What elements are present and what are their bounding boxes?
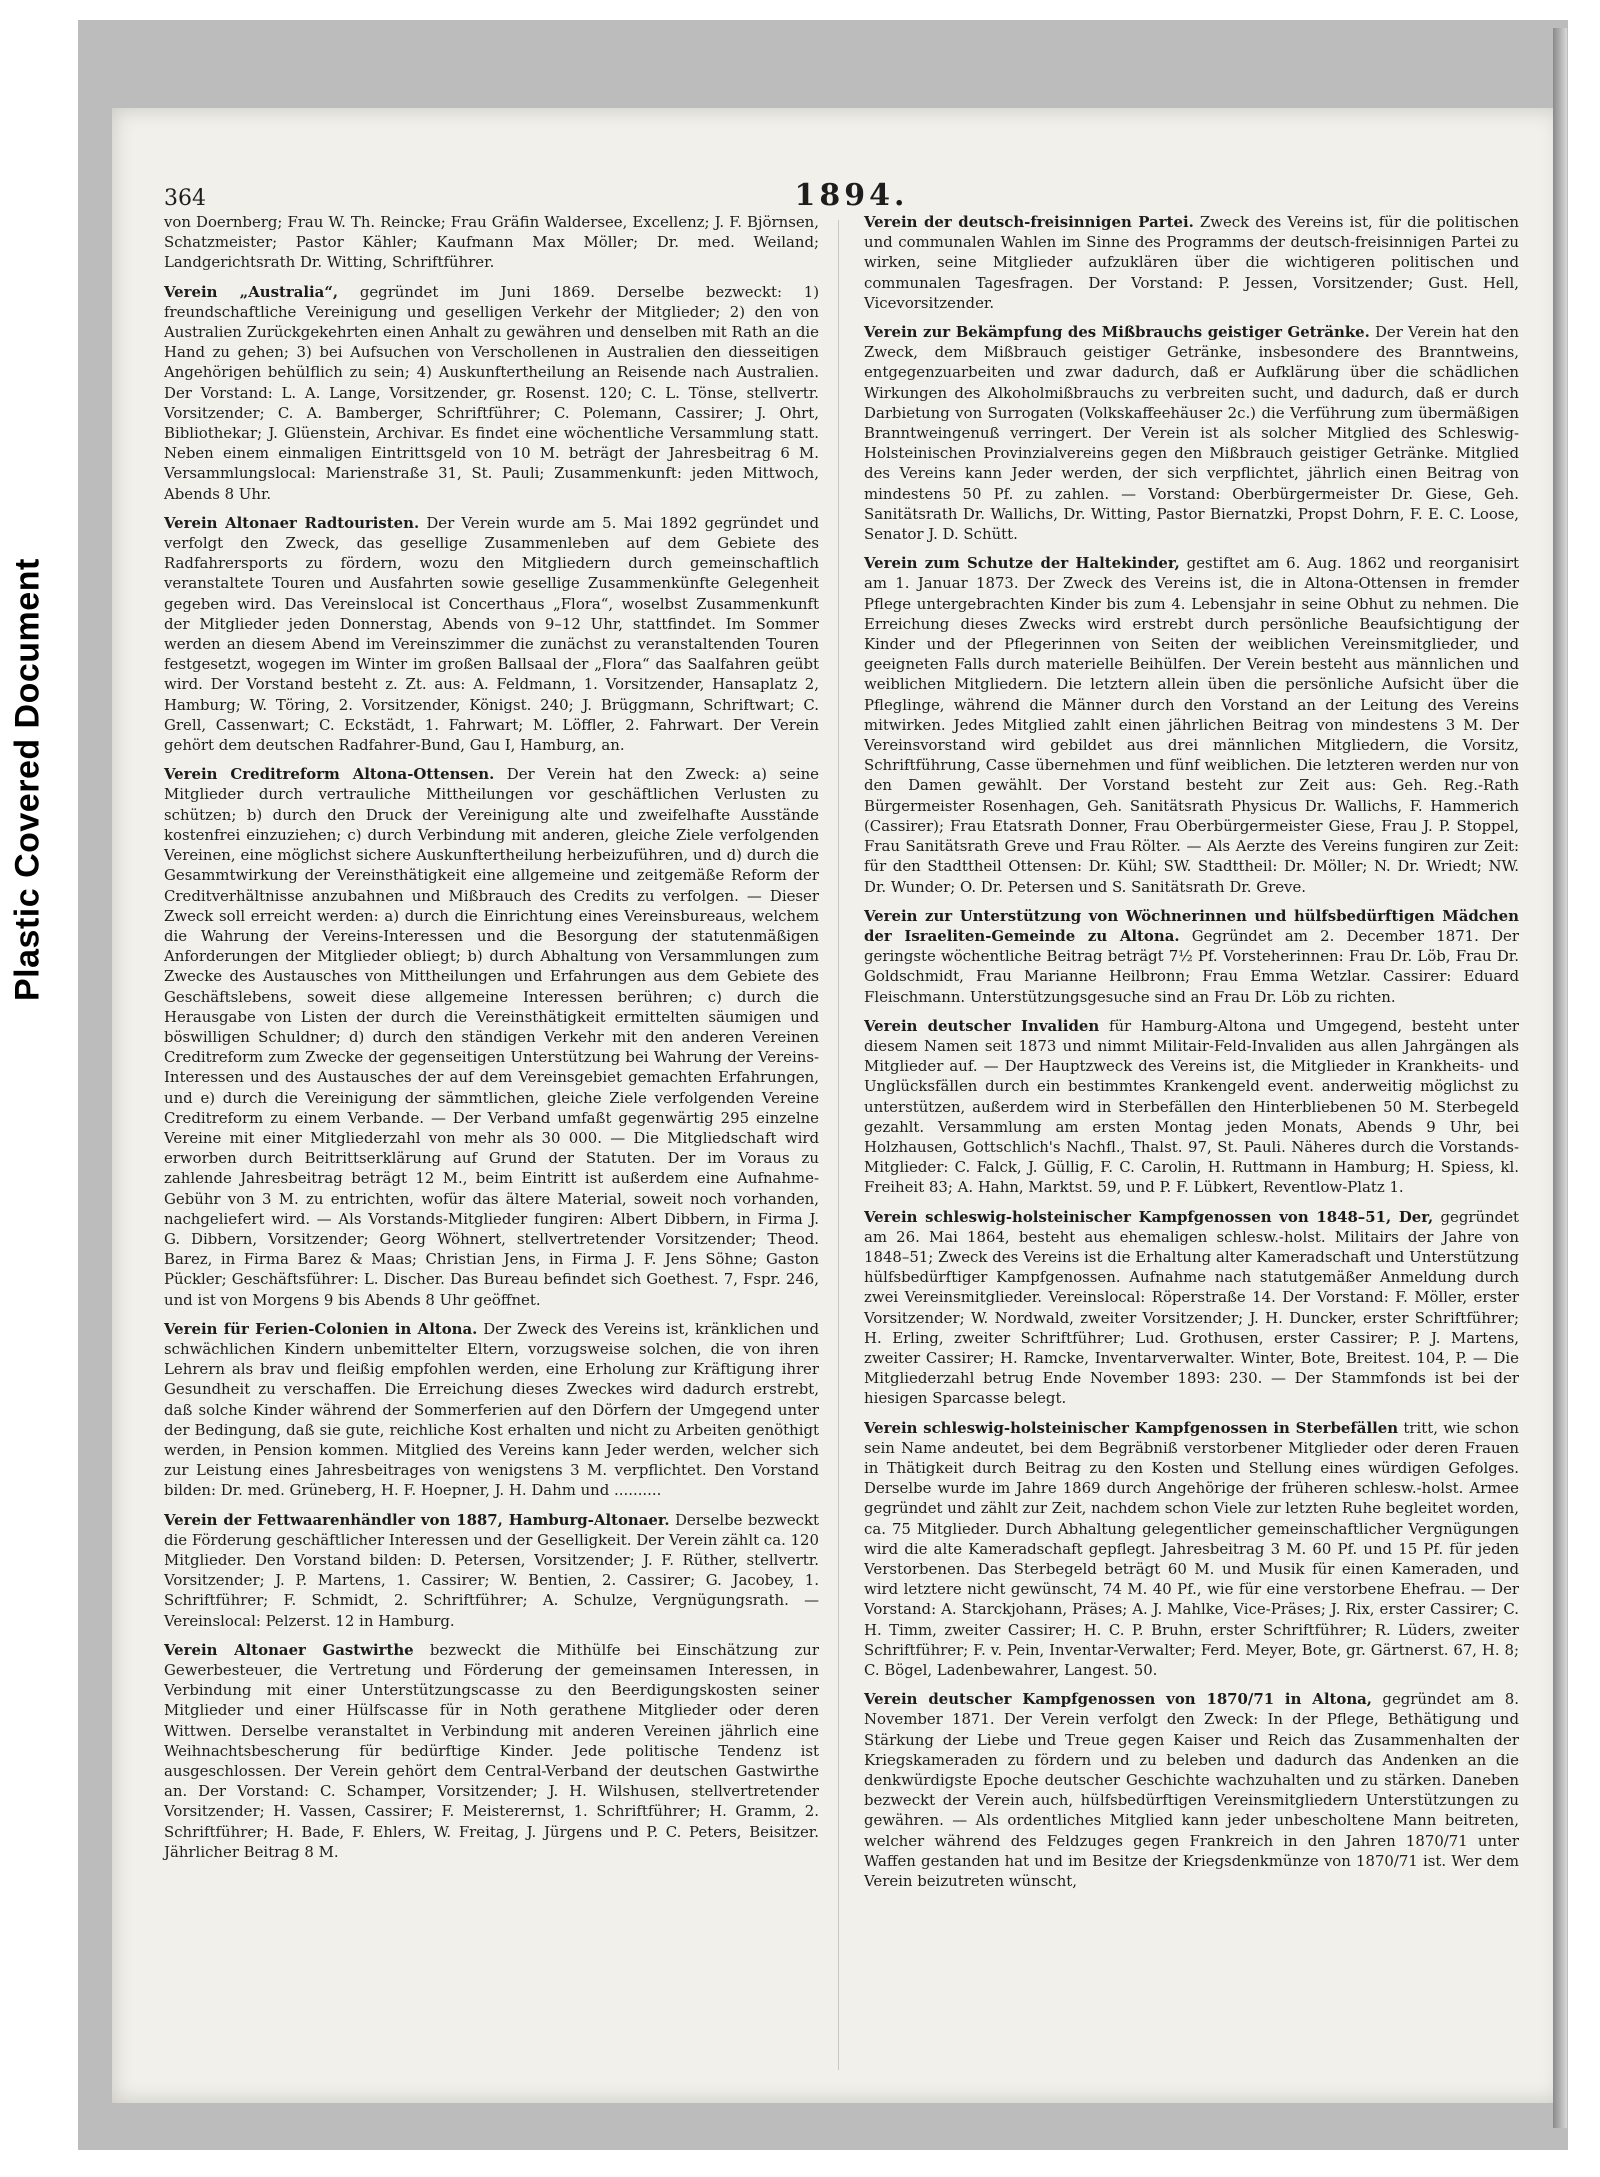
entry-heading: Verein deutscher Invaliden	[864, 1016, 1100, 1035]
entry-text: Derselbe bezweckt die Förderung geschäftlicher Interessen und der Geselligkeit. Der Verein zählt ca. 120 Mitglieder. Den Vorstand bilden: D. Petersen, Vorsitzender; J. F. Rüther, stellvertr. Vorsitzender; J. P. Martens, 1. Cassirer; W. Bentien, 2. Cassirer; G. Jacobey, 1. Schriftführer; F. Schmidt, 2. Schriftführer; A. Schulze, Vergnügungsrath. — Vereinslocal: Pelzerst. 12 in Hamburg.	[164, 1510, 819, 1630]
association-entry	[164, 1510, 819, 1631]
association-entry	[864, 1207, 1519, 1409]
entry-heading: Verein der Fettwaarenhändler von 1887, Hamburg-Altonaer.	[164, 1510, 670, 1529]
association-entry	[864, 1689, 1519, 1891]
entry-text: für Hamburg-Altona und Umgegend, besteht unter diesem Namen seit 1873 und nimmt Militair-Feld-Invaliden aus allen Jahrgängen als Mitglieder auf. — Der Hauptzweck des Vereins ist, die Mitglieder in Krankheits- und Unglücksfällen durch ein bestimmtes Krankengeld event. anderweitig möglichst zu unterstützen, außerdem wird in Sterbefällen den Hinterbliebenen 50 M. Sterbegeld gezahlt. Versammlung am ersten Montag jeden Monats, Abends 9 Uhr, bei Holzhausen, Gottschlich's Nachfl., Thalst. 97, St. Pauli. Näheres durch die Vorstands-Mitglieder: C. Falck, J. Güllig, F. C. Carolin, H. Ruttmann in Hamburg; H. Spiess, kl. Freiheit 83; A. Hahn, Marktst. 59, und P. F. Lübkert, Reventlow-Platz 1.	[864, 1016, 1520, 1197]
page-edge-shadow	[1553, 28, 1567, 2128]
association-entry	[864, 1418, 1519, 1681]
association-entry	[164, 513, 819, 755]
entry-text: von Doernberg; Frau W. Th. Reincke; Frau Gräfin Waldersee, Excellenz; J. F. Björnsen, Schatzmeister; Pastor Kähler; Kaufmann Max Möller; Dr. med. Weiland; Landgerichtsrath Dr. Witting, Schriftführer.	[164, 213, 819, 272]
association-entry	[164, 282, 819, 504]
document-page	[112, 108, 1562, 2103]
entry-heading: Verein zur Bekämpfung des Mißbrauchs geistiger Getränke.	[864, 323, 1370, 342]
entry-heading: Verein „Australia“,	[164, 282, 339, 301]
association-entry	[164, 1319, 819, 1501]
side-label: Plastic Covered Document	[8, 558, 47, 1002]
association-entry	[864, 322, 1519, 544]
entry-heading: Verein der deutsch-freisinnigen Partei.	[864, 213, 1194, 231]
entry-text: Zweck des Vereins ist, für die politischen und communalen Wahlen im Sinne des Programms der deutsch-freisinnigen Partei zu wirken, seine Mitglieder aufzuklären über die wichtigeren politischen und communalen Tagesfragen. Der Vorstand: P. Jessen, Vorsitzender; Gust. Hell, Vicevorsitzender.	[864, 213, 1520, 312]
right-column	[864, 212, 1519, 1900]
entry-text: Der Verein hat den Zweck: a) seine Mitglieder durch vertrauliche Mittheilungen vor geschäftlichen Verlusten zu schützen; b) durch den Druck der Vereinigung alte und zweifelhafte Ausstände kostenfrei einzuziehen; c) durch Verbindung mit anderen, gleiche Ziele verfolgenden Vereinen, eine möglichst sichere Auskunftertheilung herbeizuführen, und d) durch die Gesammtwirkung der Vereinsthätigkeit eine allgemeine und zeitgemäße Reform der Creditverhältnisse anzubahnen und Mißbrauch des Credits zu verfolgen. — Dieser Zweck soll erreicht werden: a) durch die Einrichtung eines Vereinsbureaus, welchem die Wahrung der Vereins-Interessen und die Besorgung der statutenmäßigen Anforderungen der Mitglieder obliegt; b) durch Abhaltung von Versammlungen zum Zwecke des Austausches von Mittheilungen und Erfahrungen aus dem Gebiete des Geschäftslebens, soweit diese allgemeine Interessen berühren; c) durch die Herausgabe von Listen der durch die Vereinsthätigkeit ermittelten säumigen und böswilligen Schuldner; d) durch den ständigen Verkehr mit den anderen Vereinen Creditreform zum Zwecke der gegenseitigen Unterstützung bei Wahrung der Vereins-Interessen und des Austausches der auf dem Vereinsgebiet gemachten Erfahrungen, und e) durch die Vereinigung der sämmtlichen, gleiche Ziele verfolgenden Vereine Creditreform zu einem Verbande. — Der Verband umfaßt gegenwärtig 295 einzelne Vereine mit einer Mitgliederzahl von mehr als 30 000. — Die Mitgliedschaft wird erworben durch Beitrittserklärung auf Grund der Statuten. Der im Voraus zu zahlende Jahresbeitrag beträgt 12 M., beim Eintritt ist außerdem eine Aufnahme-Gebühr von 3 M. zu entrichten, wofür das ältere Material, soweit noch vorhanden, nachgeliefert wird. — Als Vorstands-Mitglieder fungiren: Albert Dibbern, in Firma J. G. Dibbern, Vorsitzender; Georg Wöhnert, stellvertretender Vorsitzender; Theod. Barez, in Firma Barez & Maas; Christian Jens, in Firma J. F. Jens Söhne; Gaston Pückler; Geschäftsführer: L. Discher. Das Bureau befindet sich Goethest. 7, Fspr. 246, und ist von Morgens 9 bis Abends 8 Uhr geöffnet.	[164, 765, 819, 1309]
entry-text: tritt, wie schon sein Name andeutet, bei dem Begräbniß verstorbener Mitglieder oder deren Frauen in Thätigkeit durch Beitrag zu den Kosten und Stellung eines würdigen Gefolges. Derselbe wurde im Jahre 1869 durch Angehörige der früheren schlesw.-holst. Armee gegründet und zählt zur Zeit, nachdem schon Viele zur letzten Ruhe begleitet worden, ca. 75 Mitglieder. Durch Abhaltung gelegentlicher gemeinschaftlicher Vergnügungen wird die alte Kameradschaft gepflegt. Jahresbeitrag 3 M. 60 Pf. und 15 Pf. für jeden Verstorbenen. Das Sterbegeld beträgt 60 M. und Musik für einen Kameraden, und wird letztere nicht gewünscht, 74 M. 40 Pf., wie für eine verstorbene Ehefrau. — Der Vorstand: A. Starckjohann, Präses; A. J. Mahlke, Vice-Präses; J. Rix, erster Cassirer; C. H. Timm, zweiter Cassirer; H. C. P. Bruhn, erster Schriftführer; R. Lüders, zweiter Schriftführer; F. v. Pein, Inventar-Verwalter; Ferd. Meyer, Bote, gr. Gärtnerst. 67, H. 8; C. Bögel, Ladenbewahrer, Langest. 50.	[864, 1418, 1520, 1680]
entry-text: Gegründet am 2. December 1871. Der geringste wöchentliche Beitrag beträgt 7½ Pf. Vorsteherinnen: Frau Dr. Löb, Frau Dr. Goldschmidt, Frau Marianne Heilbronn; Frau Emma Wetzlar. Cassirer: Eduard Fleischmann. Unterstützungsgesuche sind an Frau Dr. Löb zu richten.	[864, 926, 1519, 1006]
entry-heading: Verein zum Schutze der Haltekinder,	[864, 554, 1180, 573]
entry-text: Der Verein hat den Zweck, dem Mißbrauch geistiger Getränke, insbesondere des Branntweins, entgegenzuarbeiten und zwar dadurch, daß er Aufklärung über die schädlichen Wirkungen des Alkoholmißbrauchs zu verbreiten sucht, und dadurch, daß er durch Darbietung von Surrogaten (Volkskaffeehäuser 2c.) die Verführung zum übermäßigen Branntweingenuß verringert. Der Verein ist als solcher Mitglied des Schleswig-Holsteinischen Provinzialvereins gegen den Mißbrauch geistiger Getränke. Mitglied des Vereins kann Jeder werden, der sich verpflichtet, jährlich einen Beitrag von mindestens 50 Pf. zu zahlen. — Vorstand: Oberbürgermeister Dr. Giese, Geh. Sanitätsrath Dr. Wallichs, Dr. Witting, Pastor Biernatzki, Propst Dohrn, F. E. C. Loose, Senator J. D. Schütt.	[864, 323, 1520, 544]
entry-heading: Verein schleswig-holsteinischer Kampfgenossen von 1848–51, Der,	[864, 1207, 1434, 1226]
side-label-strip	[0, 0, 70, 2177]
entry-text: gegründet im Juni 1869. Derselbe bezweckt: 1) freundschaftliche Vereinigung und geselligen Verkehr der Mitglieder; 2) den von Australien Zurückgekehrten einen Anhalt zu gewähren und denselben mit Rath an die Hand zu gehen; 3) bei Aufsuchen von Verschollenen in Australien den diesseitigen Angehörigen behülflich zu sein; 4) Auskunftertheilung an Reisende nach Australien. Der Vorstand: L. A. Lange, Vorsitzender, gr. Rosenst. 120; C. L. Tönse, stellvertr. Vorsitzender; C. A. Bamberger, Schriftführer; C. Polemann, Cassirer; J. Ohrt, Bibliothekar; J. Glüenstein, Archivar. Es findet eine wöchentliche Versammlung statt. Neben einem einmaligen Eintrittsgeld von 10 M. beträgt der Jahresbeitrag 6 M. Versammlungslocal: Marienstraße 31, St. Pauli; Zusammenkunft: jeden Mittwoch, Abends 8 Uhr.	[164, 282, 819, 503]
entry-text: gestiftet am 6. Aug. 1862 und reorganisirt am 1. Januar 1873. Der Zweck des Vereins ist, die in Altona-Ottensen in fremder Pflege untergebrachten Kinder bis zum 4. Lebensjahr in seine Obhut zu nehmen. Die Erreichung dieses Zwecks wird erstrebt durch persönliche Beaufsichtigung der Kinder und der Pflegerinnen von Seiten der weiblichen Vereinsmitglieder, und geeigneten Falls durch materielle Beihülfen. Der Verein besteht aus männlichen und weiblichen Mitgliedern. Die letztern allein üben die persönliche Aufsicht über die Pfleglinge, während die Männer durch den Vorstand an der Leitung des Vereins mitwirken. Jedes Mitglied zahlt einen jährlichen Beitrag von mindestens 3 M. Der Vereinsvorstand wird gebildet aus drei männlichen Mitgliedern, die Vorsitz, Schriftführung, Casse übernehmen und fünf weiblichen. Die letzteren werden nur von den Damen gewählt. Der Vorstand besteht zur Zeit aus: Geh. Reg.-Rath Bürgermeister Rosenhagen, Geh. Sanitätsrath Physicus Dr. Wallichs, F. Hammerich (Cassirer); Frau Etatsrath Donner, Frau Oberbürgermeister Giese, Frau J. P. Stoppel, Frau Sanitätsrath Greve und Frau Rölter. — Als Aerzte des Vereins fungiren zur Zeit: für den Stadttheil Ottensen: Dr. Kühl; SW. Stadttheil: Dr. Möller; N. Dr. Wriedt; NW. Dr. Wunder; O. Dr. Petersen und S. Sanitätsrath Dr. Greve.	[864, 554, 1519, 896]
association-entry	[864, 553, 1519, 896]
page-year: 1894.	[794, 178, 909, 213]
association-entry	[164, 212, 819, 273]
left-column	[164, 212, 819, 1871]
page-number: 364	[164, 186, 206, 211]
entry-heading: Verein für Ferien-Colonien in Altona.	[164, 1319, 478, 1338]
entry-heading: Verein Altonaer Radtouristen.	[164, 513, 420, 532]
entry-text: gegründet am 26. Mai 1864, besteht aus ehemaligen schlesw.-holst. Militairs der Jahre von 1848–51; Zweck des Vereins ist die Erhaltung alter Kameradschaft und Unterstützung hülfsbedürftiger Kampfgenossen. Aufnahme nach statutgemäßer Anmeldung durch zwei Vereinsmitglieder. Vereinslocal: Röperstraße 14. Der Vorstand: F. Möller, erster Vorsitzender; W. Nordwald, zweiter Vorsitzender; J. H. Duncker, erster Schriftführer; H. Erling, zweiter Schriftführer; Lud. Grothusen, erster Cassirer; P. J. Martens, zweiter Cassirer; H. Ramcke, Inventarverwalter. Winter, Bote, Breitest. 104, P. — Die Mitgliederzahl betrug Ende November 1893: 230. — Der Stammfonds ist bei der hiesigen Sparcasse belegt.	[864, 1207, 1520, 1408]
entry-heading: Verein Creditreform Altona-Ottensen.	[164, 765, 495, 784]
association-entry	[864, 906, 1519, 1007]
association-entry	[864, 212, 1519, 313]
association-entry	[864, 1016, 1519, 1198]
entry-heading: Verein deutscher Kampfgenossen von 1870/71 in Altona,	[864, 1690, 1372, 1709]
column-divider	[838, 220, 839, 2070]
entry-text: gegründet am 8. November 1871. Der Verein verfolgt den Zweck: In der Pflege, Bethätigung und Stärkung der Liebe und Treue gegen Kaiser und Reich das Zusammenhalten der Kriegskameraden zu fördern und zu beleben und dadurch das Andenken an die denkwürdigste Epoche deutscher Geschichte wachzuhalten und zu stärken. Daneben bezweckt der Verein auch, hülfsbedürftigen Vereinsmitgliedern Unterstützungen zu gewähren. — Als ordentliches Mitglied kann jeder unbescholtene Mann beitreten, welcher während des Feldzuges gegen Frankreich in den Jahren 1870/71 unter Waffen gestanden hat und im Besitze der Kriegsdenkmünze von 1870/71 ist. Wer dem Verein beizutreten wünscht,	[864, 1690, 1519, 1891]
entry-text: bezweckt die Mithülfe bei Einschätzung zur Gewerbesteuer, die Vertretung und Förderung der gemeinsamen Interessen, in Verbindung mit einer Unterstützungscasse zu den Beerdigungskosten seiner Mitglieder und einer Hülfscasse für in Noth gerathene Mitglieder oder deren Wittwen. Derselbe veranstaltet in Verbindung mit anderen Vereinen jährlich eine Weihnachtsbescherung für bedürftige Kinder. Jede politische Tendenz ist ausgeschlossen. Der Verein gehört dem Central-Verband der deutschen Gastwirthe an. Der Vorstand: C. Schamper, Vorsitzender; J. H. Wilshusen, stellvertretender Vorsitzender; H. Vassen, Cassirer; F. Meisterernst, 1. Schriftführer; H. Gramm, 2. Schriftführer; H. Bade, F. Ehlers, W. Freitag, J. Jürgens und P. C. Peters, Beisitzer. Jährlicher Beitrag 8 M.	[164, 1640, 819, 1861]
association-entry	[164, 764, 819, 1309]
entry-heading: Verein Altonaer Gastwirthe	[164, 1640, 414, 1659]
entry-text: Der Zweck des Vereins ist, kränklichen und schwächlichen Kindern unbemittelter Eltern, vorzugsweise solchen, die von ihren Lehrern als brav und fleißig empfohlen werden, eine Erholung zur Kräftigung ihrer Gesundheit zu verschaffen. Die Erreichung dieses Zweckes wird dadurch erstrebt, daß solche Kinder während der Sommerferien auf den Dörfern der Umgegend unter der Bedingung, daß sie gute, reichliche Kost erhalten und nicht zu Arbeiten genöthigt werden, in Pension kommen. Mitglied des Vereins kann Jeder werden, welcher sich zur Leistung eines Jahresbeitrages von wenigstens 3 M. verpflichtet. Den Vorstand bilden: Dr. med. Grüneberg, H. F. Hoepner, J. H. Dahm und ..........	[164, 1319, 820, 1500]
entry-heading: Verein zur Unterstützung von Wöchnerinnen und hülfsbedürftigen Mädchen der Israeliten-Gemeinde zu Altona.	[864, 906, 1519, 945]
entry-heading: Verein schleswig-holsteinischer Kampfgenossen in Sterbefällen	[864, 1418, 1399, 1437]
entry-text: Der Verein wurde am 5. Mai 1892 gegründet und verfolgt den Zweck, das gesellige Zusammenleben auf dem Gebiete des Radfahrersports zu fördern, wozu den Mitgliedern durch gemeinschaftlich veranstaltete Touren und Ausfahrten sowie gesellige Zusammenkünfte Gelegenheit gegeben wird. Das Vereinslocal ist Concerthaus „Flora“, woselbst Zusammenkunft der Mitglieder jeden Donnerstag, Abends von 9–12 Uhr, stattfindet. Im Sommer werden an diesem Abend im Vereinszimmer die zunächst zu veranstaltenden Touren festgesetzt, wogegen im Winter im großen Ballsaal der „Flora“ das Saalfahren geübt wird. Der Vorstand besteht z. Zt. aus: A. Feldmann, 1. Vorsitzender, Hansaplatz 2, Hamburg; W. Töring, 2. Vorsitzender, Königst. 240; J. Brüggmann, Schriftwart; C. Grell, Cassenwart; C. Eckstädt, 1. Fahrwart; M. Löffler, 2. Fahrwart. Der Verein gehört dem deutschen Radfahrer-Bund, Gau I, Hamburg, an.	[164, 513, 820, 755]
association-entry	[164, 1640, 819, 1862]
